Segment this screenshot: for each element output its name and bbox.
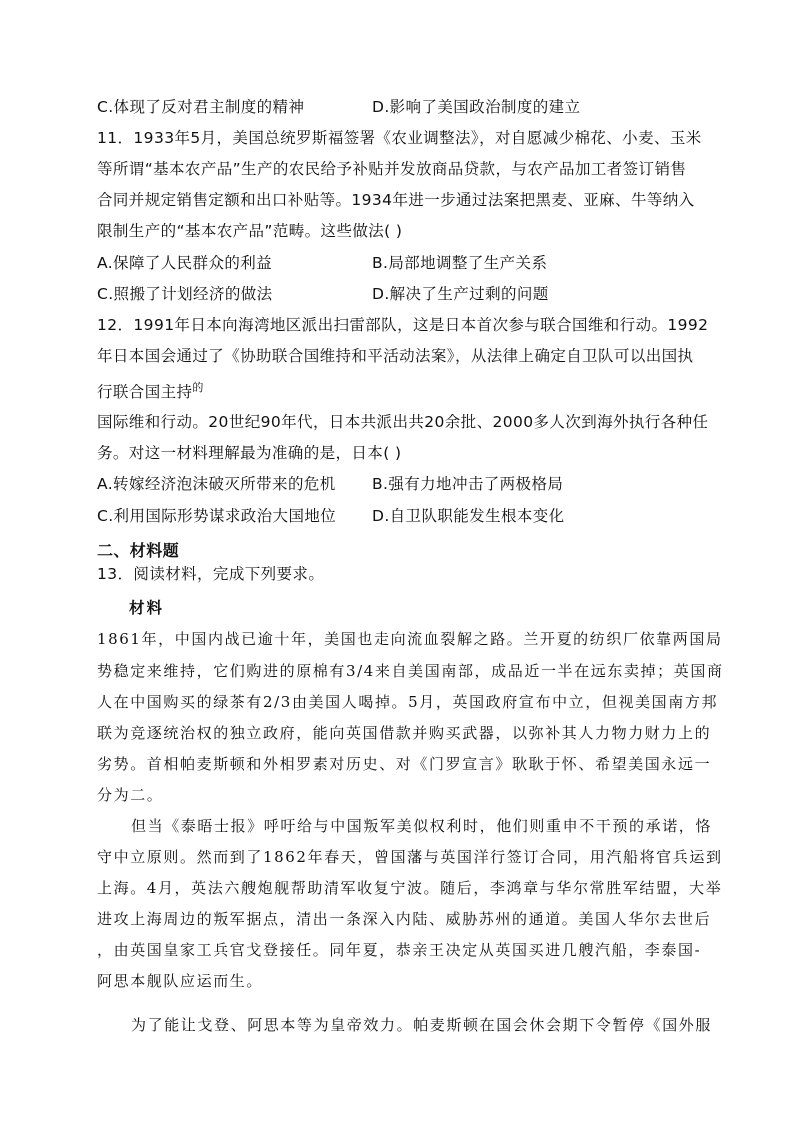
q11-stem-line-3: 合同并规定销售定额和出口补贴等。1934年进一步通过法案把黑麦、亚麻、牛等纳入 (97, 191, 695, 209)
passage-p2-line-2: 守中立原则。然而到了1862年春天，曾国藩与英国洋行签订合同，用汽船将官兵运到 (97, 848, 723, 866)
q11-option-c: C.照搬了计划经济的做法 (97, 285, 273, 303)
passage-p1-line-2: 势稳定来维持，它们购进的原棉有3/4来自美国南部，成品近一半在远东卖掉；英国商 (97, 662, 724, 680)
q12-stem-line-4: 国际维和行动。20世纪90年代，日本共派出共20余批、2000多人次到海外执行各种任 (97, 413, 709, 431)
passage-p1-line-4: 联为竞逐统治权的独立政府，能向英国借款并购买武器，以弥补其人力物力财力上的 (97, 724, 712, 742)
q12-stem-line-3 (97, 377, 697, 403)
passage-p3-line-1: 为了能让戈登、阿思本等为皇帝效力。帕麦斯顿在国会休会期下令暂停《国外服 (131, 1016, 713, 1034)
passage-p2-line-6: 阿思本舰队应运而生。 (97, 972, 264, 990)
q12-stem-line-1: 12．1991年日本向海湾地区派出扫雷部队，这是日本首次参与联合国维和行动。1992 (97, 316, 709, 334)
passage-p1-line-6: 分为二。 (97, 786, 164, 804)
q12-option-a: A.转嫁经济泡沫破灭所带来的危机 (97, 475, 336, 493)
passage-p2-line-3: 上海。4月，英法六艘炮舰帮助清军收复宁波。随后，李鸿章与华尔常胜军结盟，大举 (97, 879, 723, 897)
q11-option-d: D.解决了生产过剩的问题 (372, 285, 549, 303)
q12-option-c: C.利用国际形势谋求政治大国地位 (97, 507, 337, 525)
q10-option-c: C.体现了反对君主制度的精神 (97, 98, 305, 116)
passage-p2-line-5: ，由英国皇家工兵官戈登接任。同年夏，恭亲王决定从英国买进几艘汽船，李泰国- (97, 941, 702, 959)
q13-prompt: 13．阅读材料，完成下列要求。 (97, 565, 325, 583)
q12-option-d: D.自卫队职能发生根本变化 (372, 507, 565, 525)
q12-stem-line-5: 务。对这一材料理解最为准确的是，日本( ) (97, 444, 402, 462)
passage-p1-line-5: 劣势。首相帕麦斯顿和外相罗素对历史、对《门罗宣言》耿耿于怀、希望美国永远一 (97, 755, 712, 773)
passage-p1-line-1: 1861年，中国内战已逾十年，美国也走向流血裂解之路。兰开夏的纺织厂依靠两国局 (97, 630, 723, 648)
q12-option-b: B.强有力地冲击了两极格局 (372, 475, 564, 493)
q11-stem-line-4: 限制生产的“基本农产品”范畴。这些做法( ) (97, 222, 403, 240)
q10-option-d: D.影响了美国政治制度的建立 (372, 98, 581, 116)
q12-stem-line-2: 年日本国会通过了《协助联合国维持和平活动法案》，从法律上确定自卫队可以出国执 (97, 347, 694, 365)
q12-stem-line-3-text: 行联合国主持 (97, 383, 193, 401)
q11-option-a: A.保障了人民群众的利益 (97, 254, 273, 272)
material-label: 材料 (129, 599, 165, 617)
q12-stem-line-3-sup: 的 (192, 381, 204, 394)
q11-option-b: B.局部地调整了生产关系 (372, 254, 548, 272)
passage-p1-line-3: 人在中国购买的绿茶有2/3由美国人喝掉。5月，英国政府宣布中立，但视美国南方邦 (97, 693, 719, 711)
passage-p2-line-1: 但当《泰晤士报》呼吁给与中国叛军美似权利时，他们则重申不干预的承诺，恪 (131, 817, 713, 835)
q11-stem-line-2: 等所谓“基本农产品”生产的农民给予补贴并发放商品贷款，与农产品加工者签订销售 (97, 160, 687, 178)
section-heading: 二、材料题 (97, 541, 180, 560)
passage-p2-line-4: 进攻上海周边的叛军据点，清出一条深入内陆、威胁苏州的通道。美国人华尔去世后 (97, 910, 712, 928)
q11-stem-line-1: 11．1933年5月，美国总统罗斯福签署《农业调整法》，对自愿减少棉花、小麦、玉米 (97, 129, 702, 147)
